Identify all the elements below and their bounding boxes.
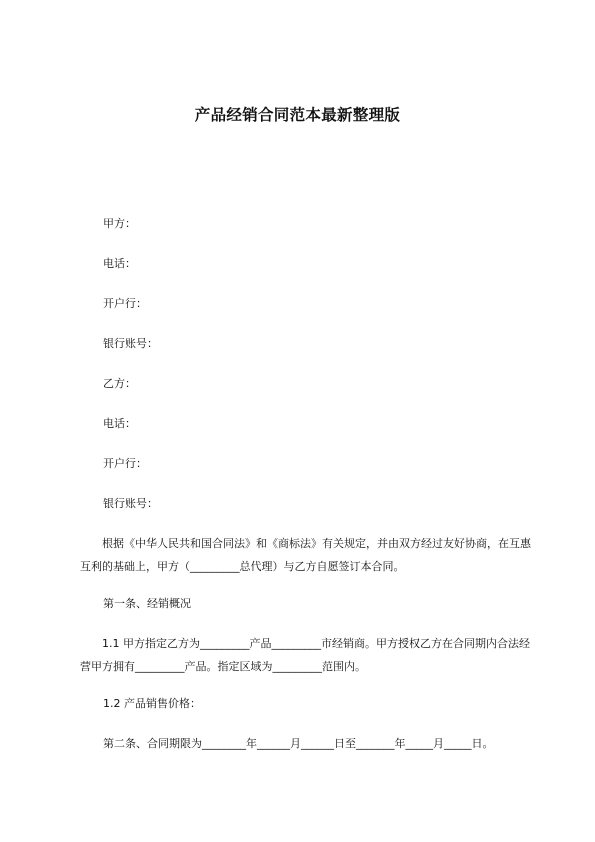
preamble-text: 根据《中华人民共和国合同法》和《商标法》有关规定，并由双方经过友好协商，在互惠互利的基础上，甲方（_________总代理）与乙方自愿签订本合同。 xyxy=(80,537,531,573)
party-a-name-label: 甲方： xyxy=(103,217,136,230)
party-b-account-label: 银行账号： xyxy=(103,497,158,510)
party-a-phone-label: 电话： xyxy=(103,257,136,270)
clause-1-1-paragraph xyxy=(80,632,535,678)
party-b-phone-label: 电话： xyxy=(103,417,136,430)
document-title: 产品经销合同范本最新整理版 xyxy=(194,106,401,124)
clause-1-2: 1.2 产品销售价格： xyxy=(103,697,201,710)
party-a-bank-label: 开户行： xyxy=(103,297,147,310)
article-2: 第二条、合同期限为________年______月______日至_______年_____月_____日。 xyxy=(103,737,494,750)
party-b-bank-label: 开户行： xyxy=(103,457,147,470)
article-1-heading: 第一条、经销概况 xyxy=(103,597,191,610)
clause-1-1-text: 1.1 甲方指定乙方为_________产品_________市经销商。甲方授权乙方在合同期内合法经营甲方拥有_________产品。指定区域为_________范围内。 xyxy=(80,637,530,673)
preamble-paragraph xyxy=(80,532,535,578)
party-a-account-label: 银行账号： xyxy=(103,337,158,350)
party-b-name-label: 乙方： xyxy=(103,377,136,390)
